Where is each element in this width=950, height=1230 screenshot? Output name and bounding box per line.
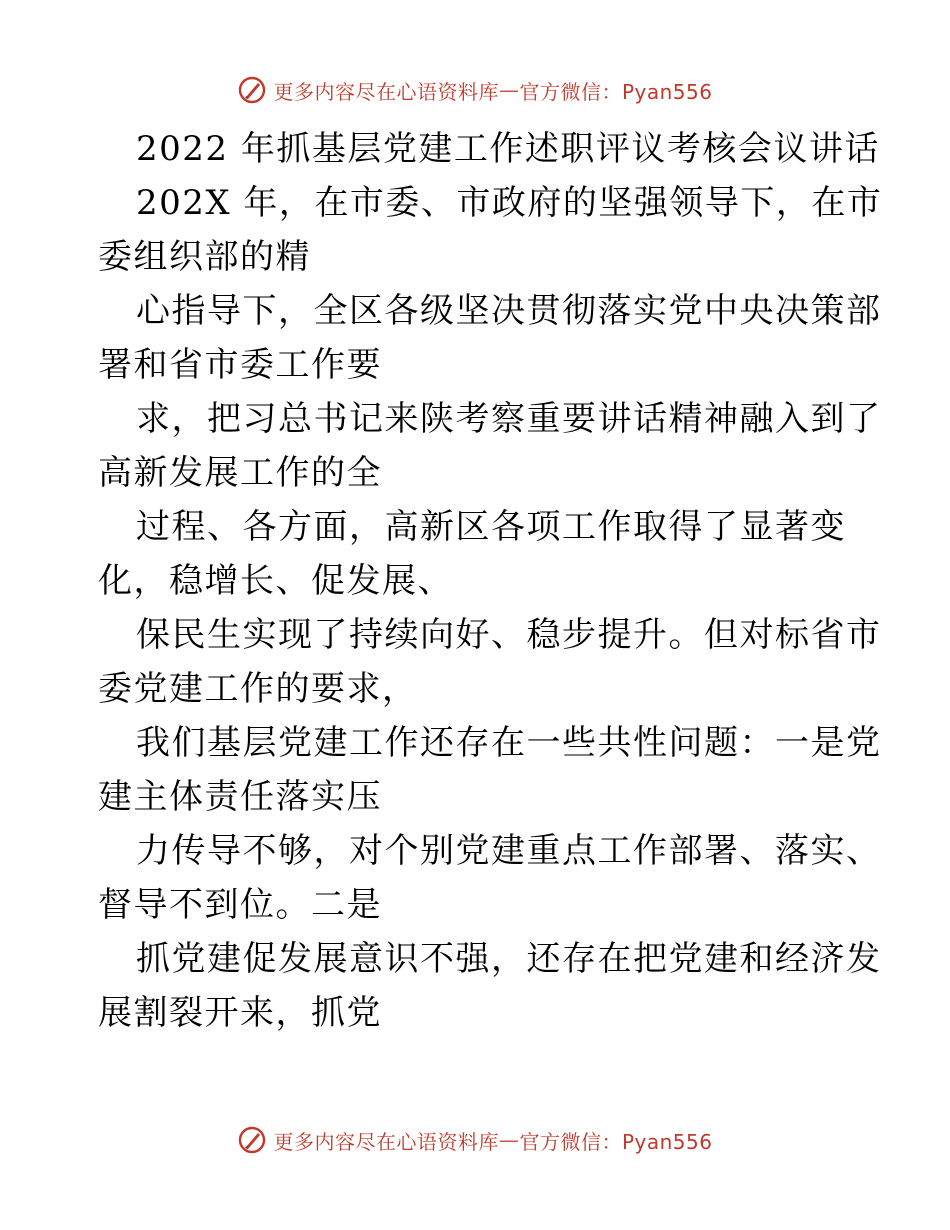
paragraph-line: 心指导下，全区各级坚决贯彻落实党中央决策部 [136, 291, 882, 331]
document-title: 2022 年抓基层党建工作述职评议考核会议讲话 [136, 129, 880, 169]
watermark-contact: 官方微信：Pyan556 [519, 1129, 713, 1154]
paragraph-line: 委党建工作的要求， [98, 669, 418, 709]
header-watermark [0, 70, 950, 110]
watermark-brand: 更多内容尽在心语资料库 [273, 1129, 499, 1154]
paragraph-line: 展割裂开来，抓党 [98, 993, 382, 1033]
paragraph-line: 抓党建促发展意识不强，还存在把党建和经济发 [136, 939, 882, 979]
paragraph-line: 署和省市委工作要 [98, 345, 382, 385]
watermark-brand: 更多内容尽在心语资料库 [273, 79, 499, 104]
document-body [98, 122, 883, 1040]
paragraph-line: 建主体责任落实压 [98, 777, 382, 817]
paragraph-line: 力传导不够，对个别党建重点工作部署、落实、 [136, 831, 882, 871]
paragraph-line: 过程、各方面，高新区各项工作取得了显著变 [136, 507, 846, 547]
paragraph-line: 委组织部的精 [98, 237, 311, 277]
paragraph-line: 我们基层党建工作还存在一些共性问题：一是党 [136, 723, 882, 763]
watermark-separator: — [498, 78, 520, 102]
paragraph-line: 高新发展工作的全 [98, 453, 382, 493]
footer-watermark [0, 1120, 950, 1160]
paragraph-line: 督导不到位。二是 [98, 885, 382, 925]
paragraph-line: 求，把习总书记来陕考察重要讲话精神融入到了 [136, 399, 882, 439]
paragraph-line: 化，稳增长、促发展、 [98, 561, 453, 601]
quill-logo-icon [237, 1125, 267, 1155]
paragraph-line: 保民生实现了持续向好、稳步提升。但对标省市 [136, 615, 882, 655]
paragraph-line: 202X 年，在市委、市政府的坚强领导下，在市 [136, 183, 883, 223]
quill-logo-icon [237, 75, 267, 105]
watermark-contact: 官方微信：Pyan556 [519, 79, 713, 104]
watermark-separator: — [498, 1128, 520, 1152]
